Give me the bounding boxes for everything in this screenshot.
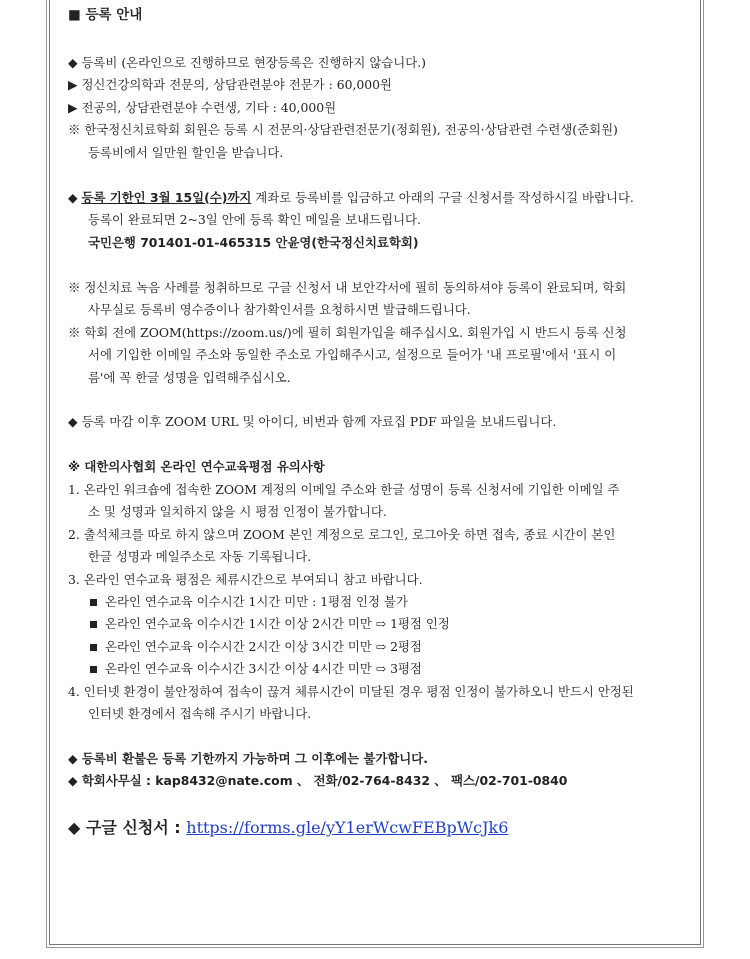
deadline-line <box>68 189 634 207</box>
google-form-label: ◆ 구글 신청서 : <box>68 818 187 837</box>
square-bullet-icon <box>90 599 97 606</box>
list-item: 온라인 연수교육 이수시간 1시간 이상 2시간 미만 ⇨ 1평점 인정 <box>90 615 450 633</box>
list-item: 온라인 연수교육 이수시간 1시간 미만 : 1평점 인정 불가 <box>90 593 408 611</box>
kma-item-4-cont: 인터넷 환경에서 접속해 주시기 바랍니다. <box>88 706 312 721</box>
kma-title: ※ 대한의사협회 온라인 연수교육평점 유의사항 <box>68 459 325 474</box>
zoom-notice: ◆ 등록 마감 이후 ZOOM URL 및 아이디, 비번과 함께 자료집 PDF 파일을 보내드립니다. <box>68 414 557 429</box>
google-form-link[interactable]: https://forms.gle/yY1erWcwFEBpWcJk6 <box>186 818 509 837</box>
note-zoom: ※ 학회 전에 ZOOM(https://zoom.us/)에 필히 회원가입을 해주십시오. 회원가입 시 반드시 등록 신청 <box>68 325 627 340</box>
section-title: ■ 등록 안내 <box>68 7 143 23</box>
diamond-bullet: ◆ <box>68 190 78 205</box>
kma-item-1: 1. 온라인 워크숍에 접속한 ZOOM 계정의 이메일 주소와 한글 성명이 등록 신청서에 기입한 이메일 주 <box>68 482 620 497</box>
note-security-cont: 사무실로 등록비 영수증이나 참가확인서를 요청하시면 발급해드립니다. <box>88 302 471 317</box>
member-discount: ※ 한국정신치료학회 회원은 등록 시 전문의·상담관련전문기(정회원), 전공의·상담관련 수련생(준회원) <box>68 122 618 137</box>
square-bullet-icon <box>90 621 97 628</box>
office-contact: ◆ 학회사무실 : kap8432@nate.com 、 전화/02-764-8432 、 팩스/02-701-0840 <box>68 773 568 788</box>
bank-account: 국민은행 701401-01-465315 안윤영(한국정신치료학회) <box>88 235 419 250</box>
fee-specialist: ▶ 정신건강의학과 전문의, 상담관련분야 전문가 : 60,000원 <box>68 77 393 92</box>
kma-item-2: 2. 출석체크를 따로 하지 않으며 ZOOM 본인 계정으로 로그인, 로그아웃 하면 접속, 종료 시간이 본인 <box>68 527 616 542</box>
note-security: ※ 정신치료 녹음 사례를 청취하므로 구글 신청서 내 보안각서에 필히 동의하셔야 등록이 완료되며, 학회 <box>68 280 627 295</box>
deadline-rest: 계좌로 등록비를 입금하고 아래의 구글 신청서를 작성하시길 바랍니다. <box>251 190 634 205</box>
square-bullet-icon <box>90 644 97 651</box>
note-zoom-cont2: 름'에 꼭 한글 성명을 입력해주십시오. <box>88 370 291 385</box>
deadline-confirm: 등록이 완료되면 2~3일 안에 등록 확인 메일을 보내드립니다. <box>88 212 421 227</box>
deadline-bold: 등록 기한인 3월 15일(수)까지 <box>81 190 252 205</box>
kma-item-4: 4. 인터넷 환경이 불안정하여 접속이 끊겨 체류시간이 미달된 경우 평점 인정이 불가하오니 반드시 안정된 <box>68 684 634 699</box>
list-item: 온라인 연수교육 이수시간 2시간 이상 3시간 미만 ⇨ 2평점 <box>90 638 422 656</box>
kma-item-2-cont: 한글 성명과 메일주소로 자동 기록됩니다. <box>88 549 312 564</box>
kma-item-3: 3. 온라인 연수교육 평점은 체류시간으로 부여되니 참고 바랍니다. <box>68 572 423 587</box>
square-bullet-icon <box>90 666 97 673</box>
google-form-line <box>68 819 508 837</box>
refund-policy: ◆ 등록비 환불은 등록 기한까지 가능하며 그 이후에는 불가합니다. <box>68 751 428 766</box>
kma-item-1-cont: 소 및 성명과 일치하지 않을 시 평점 인정이 불가합니다. <box>88 504 387 519</box>
fee-resident: ▶ 전공의, 상담관련분야 수련생, 기타 : 40,000원 <box>68 100 337 115</box>
list-item: 온라인 연수교육 이수시간 3시간 이상 4시간 미만 ⇨ 3평점 <box>90 660 422 678</box>
fee-header: ◆ 등록비 (온라인으로 진행하므로 현장등록은 진행하지 않습니다.) <box>68 55 426 70</box>
note-zoom-cont: 서에 기입한 이메일 주소와 동일한 주소로 가입해주시고, 설정으로 들어가 '내 프로필'에서 '표시 이 <box>88 347 617 362</box>
member-discount-cont: 등록비에서 일만원 할인을 받습니다. <box>88 145 284 160</box>
